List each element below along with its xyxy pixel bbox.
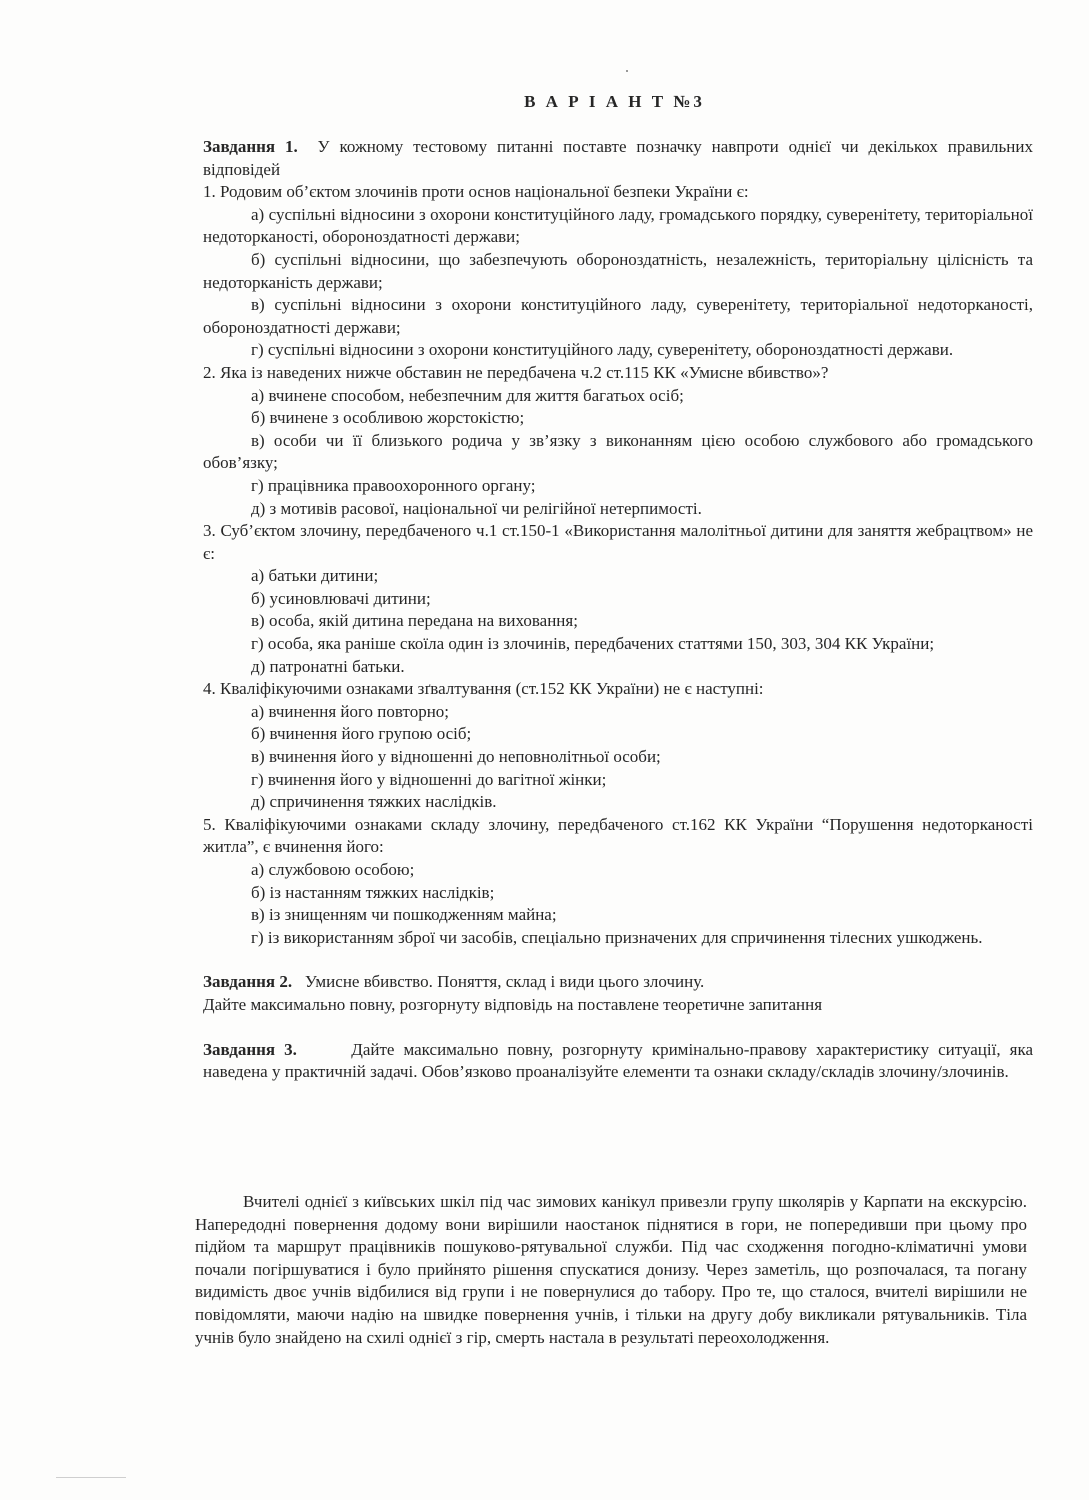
q5-option-v: в) із знищенням чи пошкодженням майна; [251, 905, 557, 925]
task1-paragraph [203, 136, 1033, 181]
q2-option-g: г) працівника правоохоронного органу; [251, 475, 536, 495]
q4-question: 4. Кваліфікуючими ознаками зґвалтування (ст.152 КК України) не є наступні: [203, 679, 764, 699]
q2-option-b: б) вчинене з особливою жорстокістю; [251, 408, 525, 428]
q2-question: 2. Яка із наведених нижче обставин не передбачена ч.2 ст.115 КК «Умисне вбивство»? [203, 362, 829, 382]
q2-option-d: д) з мотивів расової, національної чи релігійної нетерпимості. [251, 498, 702, 518]
q3-option-a: а) батьки дитини; [251, 566, 379, 586]
q1-option-b: б) суспільні відносини, що забезпечують обороноздатність, незалежність, територіальну цілісність та недоторканість держави; [203, 249, 1033, 292]
spacer [203, 1017, 1033, 1039]
scan-margin-mark [56, 1477, 126, 1478]
task3-label: Завдання 3. [203, 1039, 297, 1059]
task3-text: Дайте максимально повну, розгорнуту кримінально-правову характеристику ситуації, яка наведена у практичній задачі. Обов’язково проаналізуйте елементи та ознаки складу/складів злочину/злочинів. [203, 1039, 1033, 1082]
scan-speck [626, 70, 628, 72]
q3-question: 3. Суб’єктом злочину, передбаченого ч.1 ст.150-1 «Використання малолітньої дитини для заняття жебрацтвом» не є: [203, 521, 1033, 563]
task2-instruction: Дайте максимально повну, розгорнуту відповідь на поставлене теоретичне запитання [203, 994, 823, 1014]
q1-option-v: в) суспільні відносини з охорони конституційного ладу, суверенітету, територіальної недоторканості, обороноздатності держави; [203, 295, 1033, 337]
q3-option-d: д) патронатні батьки. [251, 656, 405, 676]
spacer [203, 949, 1033, 971]
q1-option-g: г) суспільні відносини з охорони конституційного ладу, суверенітету, обороноздатності держави. [251, 340, 954, 360]
case-story [195, 1191, 1027, 1349]
q5-question: 5. Кваліфікуючими ознаками складу злочину, передбаченого ст.162 КК України “Порушення недоторканості житла”, є вчинення його: [203, 814, 1033, 857]
task2-label: Завдання 2. [203, 972, 293, 992]
q5-option-b: б) із настанням тяжких наслідків; [251, 882, 495, 902]
q5-option-a: а) службовою особою; [251, 860, 415, 879]
q2-option-v: в) особи чи її близького родича у зв’язку з виконанням цією особою службового або громадського обов’язку; [203, 430, 1033, 473]
task1-label: Завдання 1. [203, 137, 298, 156]
q4-option-b: б) вчинення його групою осіб; [251, 724, 472, 744]
tasks-body [203, 136, 1033, 1084]
q2-option-a: а) вчинене способом, небезпечним для життя багатьох осіб; [251, 385, 684, 405]
task1-text: У кожному тестовому питанні поставте позначку навпроти однієї чи декількох правильних відповідей [203, 137, 1033, 179]
variant-title: В А Р І А Н Т №3 [524, 92, 705, 111]
case-story-text: Вчителі однієї з київських шкіл під час зимових канікул привезли групу школярів у Карпати на екскурсію. Напередодні повернення додому вони вирішили наостанок піднятися в гори, не попередивши при цьому про підйом та маршрут працівників пошуково-рятувальної служби. Під час сходження погодно-кліматичні умови почали погіршуватися і було прийнято рішення спускатися донизу. Через заметіль, що розпочалася, та погану видимість двоє учнів відбилися від групи і не повернулися до табору. Про те, що сталося, вчителі вирішили не повідомляти, маючи надію на швидке повернення учнів, і тільки на другу добу викликали рятувальників. Тіла учнів було знайдено на схилі однієї з гір, смерть настала в результаті переохолодження. [195, 1192, 1027, 1347]
q4-option-a: а) вчинення його повторно; [251, 701, 450, 721]
q4-option-g: г) вчинення його у відношенні до вагітної жінки; [251, 769, 607, 789]
q1-question: 1. Родовим об’єктом злочинів проти основ національної безпеки України є: [203, 182, 749, 202]
q5-option-g: г) із використанням зброї чи засобів, спеціально призначених для спричинення тілесних ушкоджень. [251, 927, 983, 947]
q3-option-g: г) особа, яка раніше скоїла один із злочинів, передбачених статтями 150, 303, 304 КК України; [251, 634, 935, 654]
task2-paragraph [203, 971, 1033, 994]
q4-option-v: в) вчинення його у відношенні до неповнолітньої особи; [251, 747, 661, 767]
task2-text: Умисне вбивство. Поняття, склад і види цього злочину. [304, 972, 705, 992]
q3-option-v: в) особа, якій дитина передана на виховання; [251, 611, 578, 631]
task3-paragraph [203, 1039, 1033, 1084]
q4-option-d: д) спричинення тяжких наслідків. [251, 792, 497, 812]
q3-option-b: б) усиновлювачі дитини; [251, 588, 431, 608]
q1-option-a: а) суспільні відносини з охорони конституційного ладу, громадського порядку, суверенітету, територіальної недоторканості, обороноздатності держави; [203, 204, 1033, 247]
